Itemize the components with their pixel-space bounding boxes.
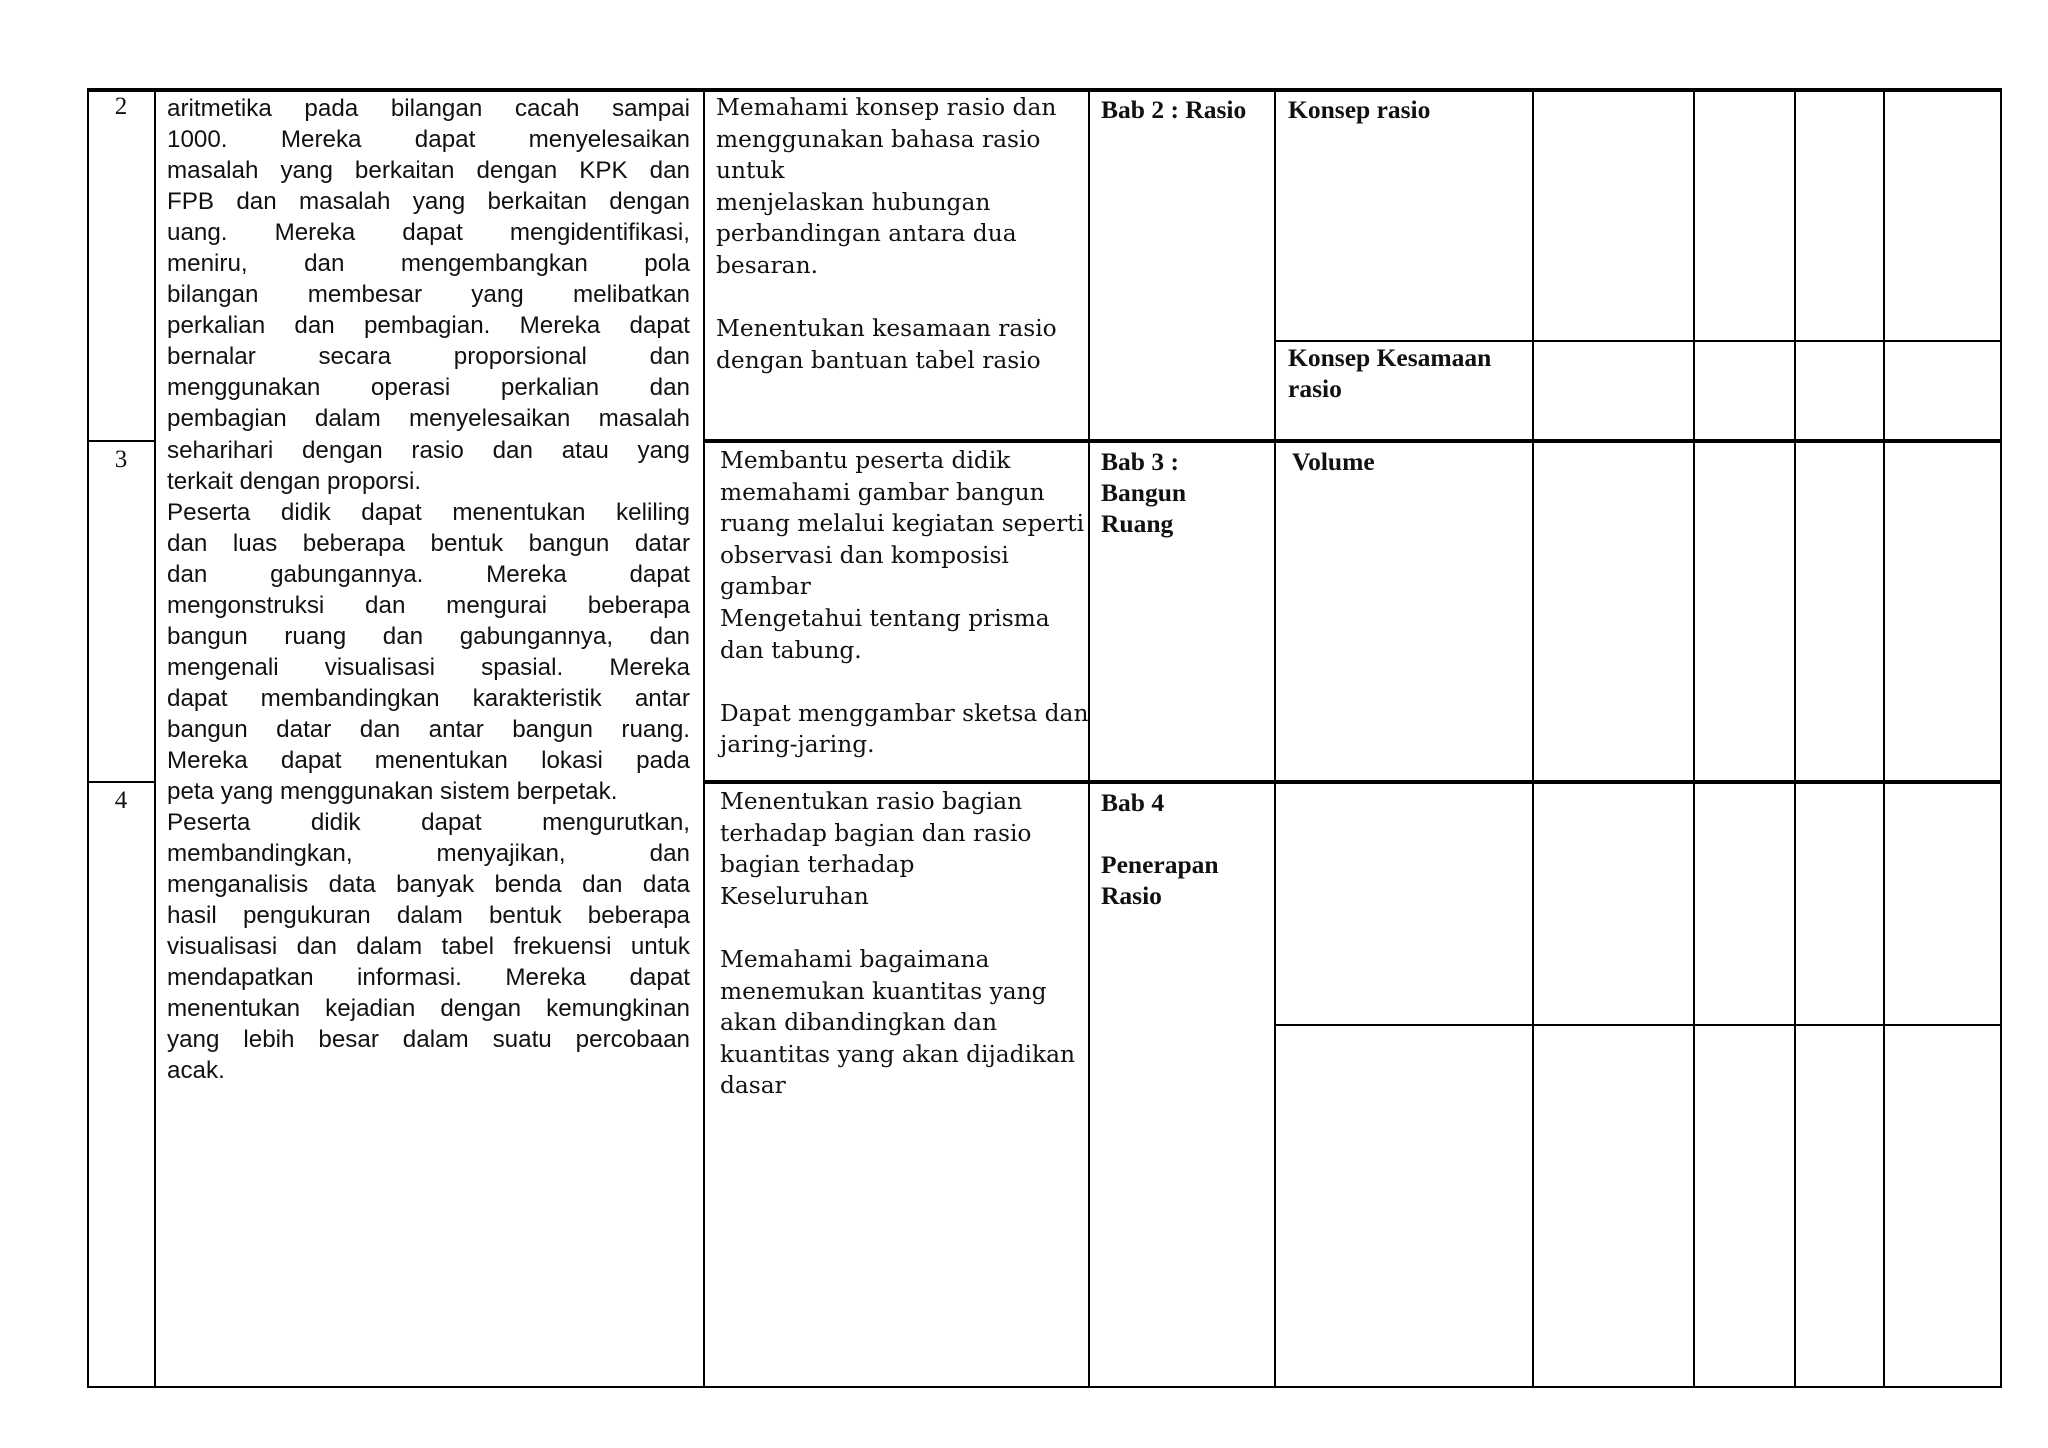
capaian-line: yang lebih besar dalam suatu percobaan: [167, 1026, 690, 1054]
capaian-line: seharihari dengan rasio dan atau yang: [167, 436, 690, 464]
capaian-line: terkait dengan proporsi.: [167, 467, 422, 495]
col-border-capaian: [703, 88, 705, 1388]
topic-title: Volume: [1292, 447, 1375, 476]
capaian-line: menentukan kejadian dengan kemungkinan: [167, 995, 690, 1023]
capaian-line: masalah yang berkaitan dengan KPK dan: [167, 157, 690, 185]
learning-objectives: Memahami konsep rasio dan menggunakan bahasa rasio untuk menjelaskan hubungan perbandingan antara dua besaran. Menentukan kesamaan rasio dengan bantuan tabel rasio: [716, 94, 1057, 374]
capaian-line: mengenali visualisasi spasial. Mereka: [167, 653, 690, 681]
topic-title: Konsep rasio: [1288, 95, 1431, 124]
capaian-line: visualisasi dan dalam tabel frekuensi untuk: [167, 933, 690, 961]
capaian-line: perkalian dan pembagian. Mereka dapat: [167, 312, 690, 340]
row-number: 2: [114, 93, 128, 120]
chapter-title: Bab 4 Penerapan Rasio: [1101, 788, 1219, 910]
col-border-number: [154, 88, 156, 1388]
col-border-e3: [1883, 88, 1885, 1388]
row-number: 4: [114, 787, 128, 814]
capaian-line: Peserta didik dapat mengurutkan,: [167, 809, 690, 837]
capaian-line: acak.: [167, 1057, 225, 1085]
capaian-line: bangun ruang dan gabungannya, dan: [167, 622, 690, 650]
capaian-line: uang. Mereka dapat mengidentifikasi,: [167, 219, 690, 247]
col-border-chapter: [1274, 88, 1276, 1388]
row-2-bottom-border-number: [87, 440, 155, 442]
col-border-topic: [1532, 88, 1534, 1388]
row-3-bottom-border-number: [87, 781, 155, 783]
capaian-line: mendapatkan informasi. Mereka dapat: [167, 964, 690, 992]
capaian-line: Mereka dapat menentukan lokasi pada: [167, 746, 690, 774]
row-3-bottom-border: [704, 780, 2002, 784]
capaian-line: meniru, dan mengembangkan pola: [167, 250, 690, 278]
capaian-line: peta yang menggunakan sistem berpetak.: [167, 778, 618, 806]
capaian-pembelajaran-text: [167, 93, 690, 1087]
table-bottom-border: [87, 1386, 2002, 1388]
chapter-title: Bab 3 : Bangun Ruang: [1101, 447, 1187, 538]
capaian-line: bilangan membesar yang melibatkan: [167, 281, 690, 309]
learning-objectives: Menentukan rasio bagian terhadap bagian dan rasio bagian terhadap Keseluruhan Memahami bagaimana menemukan kuantitas yang akan dibandingkan dan kuantitas yang akan dijadikan dasar: [720, 788, 1075, 1100]
capaian-line: hasil pengukuran dalam bentuk beberapa: [167, 902, 690, 930]
col-border-right: [2000, 88, 2002, 1388]
row-number: 3: [114, 446, 128, 473]
learning-objectives: Membantu peserta didik memahami gambar bangun ruang melalui kegiatan seperti observasi dan komposisi gambar Mengetahui tentang prisma dan tabung. Dapat menggambar sketsa dan jaring-jaring.: [720, 447, 1089, 759]
capaian-line: dan gabungannya. Mereka dapat: [167, 560, 690, 588]
col-border-e1: [1693, 88, 1695, 1388]
col-border-left: [87, 88, 89, 1388]
capaian-line: bernalar secara proporsional dan: [167, 343, 690, 371]
capaian-line: Peserta didik dapat menentukan keliling: [167, 498, 690, 526]
capaian-line: menggunakan operasi perkalian dan: [167, 374, 690, 402]
row-4-topic-split: [1275, 1024, 2002, 1026]
capaian-line: dan luas beberapa bentuk bangun datar: [167, 529, 690, 557]
capaian-line: mengonstruksi dan mengurai beberapa: [167, 591, 690, 619]
capaian-line: 1000. Mereka dapat menyelesaikan: [167, 126, 690, 154]
capaian-line: menganalisis data banyak benda dan data: [167, 871, 690, 899]
row-2-bottom-border: [704, 439, 2002, 443]
capaian-line: bangun datar dan antar bangun ruang.: [167, 715, 690, 743]
col-border-e2: [1794, 88, 1796, 1388]
capaian-line: membandingkan, menyajikan, dan: [167, 840, 690, 868]
capaian-line: dapat membandingkan karakteristik antar: [167, 684, 690, 712]
capaian-line: pembagian dalam menyelesaikan masalah: [167, 405, 690, 433]
chapter-title: Bab 2 : Rasio: [1101, 95, 1247, 124]
capaian-line: aritmetika pada bilangan cacah sampai: [167, 95, 690, 122]
topic-title: Konsep Kesamaan rasio: [1288, 343, 1492, 403]
capaian-line: FPB dan masalah yang berkaitan dengan: [167, 188, 690, 216]
